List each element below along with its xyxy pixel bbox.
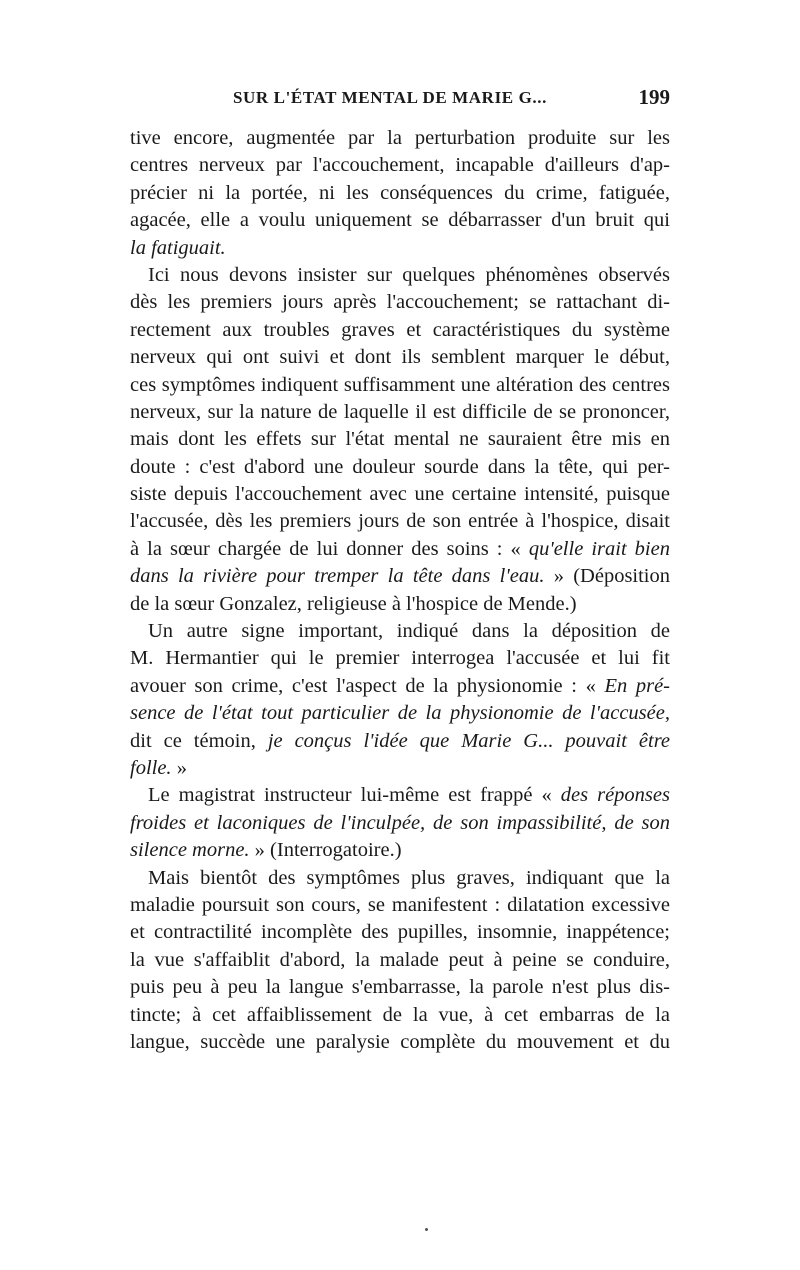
text-run: » (Déposition: [544, 565, 671, 588]
text-run: tive encore, augmentée par la perturbation produite sur les: [130, 127, 670, 149]
text-line: [130, 591, 670, 618]
text-line: [130, 755, 670, 782]
text-run: Un autre signe important, indiqué dans la déposition de: [148, 620, 670, 643]
text-run: dès les premiers jours après l'accouchement; se rattachant di-: [130, 291, 670, 314]
text-run: nerveux, sur la nature de laquelle il est difficile de se prononcer,: [130, 400, 670, 423]
text-run: ces symptômes indiquent suffisamment une altération des centres: [130, 373, 670, 396]
text-line: [130, 782, 670, 809]
text-line: [130, 426, 670, 453]
text-run: Mais bientôt des symptômes plus graves, indiquant que la: [148, 866, 670, 889]
text-line: [130, 974, 670, 1001]
text-run: l'accusée, dès les premiers jours de son entrée à l'hospice, disait: [130, 510, 670, 533]
text-line: [130, 372, 670, 399]
text-run: agacée, elle a voulu uniquement se débarrasser d'un bruit qui: [130, 209, 670, 232]
text-line: [130, 207, 670, 234]
print-speck: [425, 1228, 428, 1231]
text-line: [130, 454, 670, 481]
text-run: M. Hermantier qui le premier interrogea l'accusée et lui fit: [130, 647, 670, 670]
text-line: [130, 837, 670, 864]
text-line: [130, 289, 670, 316]
text-line: [130, 728, 670, 755]
text-run: et contractilité incomplète des pupilles, insomnie, inappétence;: [130, 921, 670, 944]
text-run: Ici nous devons insister sur quelques phénomènes observés: [148, 263, 670, 286]
body-text: [130, 125, 670, 1056]
text-run: » (Interrogatoire.): [249, 839, 402, 862]
text-line: [130, 399, 670, 426]
page-number: 199: [638, 85, 670, 109]
running-title: SUR L'ÉTAT MENTAL DE MARIE G...: [233, 88, 547, 107]
text-line: [130, 344, 670, 371]
text-line: [130, 125, 670, 152]
text-run: nerveux qui ont suivi et dont ils semblent marquer le début,: [130, 346, 670, 369]
text-run: »: [171, 756, 187, 779]
text-line: [130, 892, 670, 919]
italic-text: la fatiguait.: [130, 236, 226, 259]
text-line: [130, 618, 670, 645]
text-run: à la sœur chargée de lui donner des soins : «: [130, 537, 529, 560]
text-run: Le magistrat instructeur lui-même est frappé «: [148, 784, 561, 807]
italic-text: qu'elle irait bien: [528, 537, 670, 560]
italic-text: dans la rivière pour tremper la tête dans l'eau.: [130, 565, 545, 588]
italic-text: sence de l'état tout particulier de la physionomie de l'accusée,: [130, 702, 670, 725]
text-line: [130, 180, 670, 207]
text-run: mais dont les effets sur l'état mental ne sauraient être mis en: [130, 428, 670, 451]
text-line: [130, 1029, 670, 1056]
text-line: [130, 865, 670, 892]
text-line: [130, 152, 670, 179]
text-run: la vue s'affaiblit d'abord, la malade peut à peine se conduire,: [130, 948, 670, 971]
text-run: précier ni la portée, ni les conséquences du crime, fatiguée,: [130, 181, 670, 204]
italic-text: je conçus l'idée que Marie G... pouvait être: [267, 729, 671, 752]
italic-text: En pré-: [604, 674, 671, 697]
running-head: [130, 85, 670, 118]
italic-text: folle.: [130, 756, 172, 779]
text-line: [130, 947, 670, 974]
text-line: [130, 645, 670, 672]
text-line: [130, 536, 670, 563]
text-line: [130, 810, 670, 837]
text-line: [130, 563, 670, 590]
text-line: [130, 262, 670, 289]
text-run: centres nerveux par l'accouchement, incapable d'ailleurs d'ap-: [130, 154, 670, 177]
text-line: [130, 317, 670, 344]
text-line: [130, 508, 670, 535]
text-run: tincte; à cet affaiblissement de la vue, à cet embarras de la: [130, 1003, 670, 1026]
text-run: rectement aux troubles graves et caractéristiques du système: [130, 318, 670, 341]
text-line: [130, 673, 670, 700]
text-run: dit ce témoin,: [130, 729, 268, 752]
text-line: [130, 481, 670, 508]
text-line: [130, 235, 670, 262]
text-run: siste depuis l'accouchement avec une certaine intensité, puisque: [130, 483, 670, 506]
text-run: de la sœur Gonzalez, religieuse à l'hospice de Mende.): [130, 592, 577, 615]
text-line: [130, 700, 670, 727]
text-line: [130, 1002, 670, 1029]
text-line: [130, 919, 670, 946]
italic-text: silence morne.: [130, 839, 250, 862]
italic-text: froides et laconiques de l'inculpée, de son impassibilité, de son: [130, 811, 670, 834]
text-run: maladie poursuit son cours, se manifestent : dilatation excessive: [130, 893, 670, 916]
text-run: doute : c'est d'abord une douleur sourde dans la tête, qui per-: [130, 455, 670, 478]
text-run: avouer son crime, c'est l'aspect de la physionomie : «: [130, 674, 605, 697]
italic-text: des réponses: [560, 784, 670, 807]
text-run: puis peu à peu la langue s'embarrasse, la parole n'est plus dis-: [130, 976, 670, 999]
text-run: langue, succède une paralysie complète du mouvement et du: [130, 1030, 670, 1053]
